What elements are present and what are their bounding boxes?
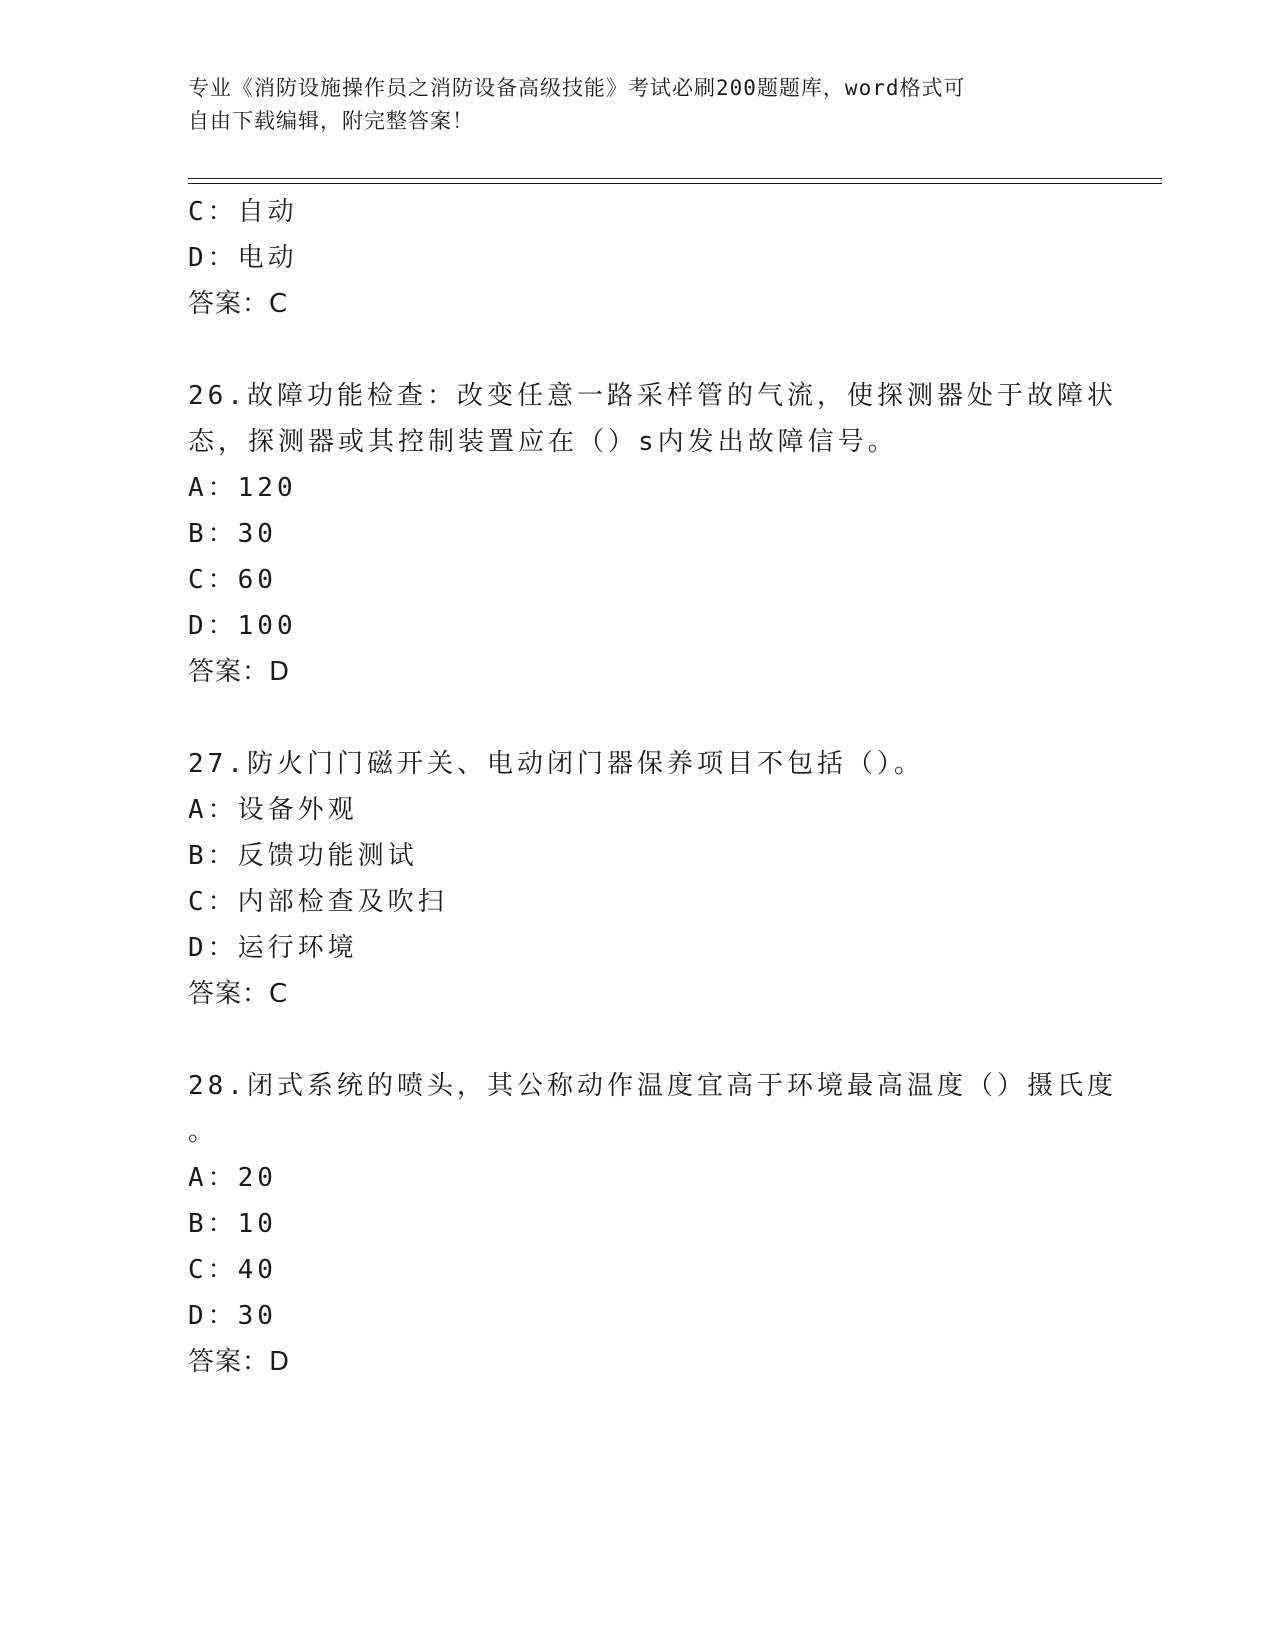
question-list — [188, 189, 1117, 1385]
question-stem: 26.故障功能检查：改变任意一路采样管的气流，使探测器处于故障状 — [188, 381, 1117, 411]
spacer — [188, 327, 1088, 373]
page-header — [188, 72, 1068, 138]
option-c: C：内部检查及吹扫 — [188, 887, 448, 917]
option-a: A：20 — [188, 1163, 277, 1193]
option-d: D：30 — [188, 1301, 277, 1331]
question-26 — [188, 373, 1117, 695]
answer-line: 答案：C — [188, 289, 289, 319]
option-c: C：60 — [188, 565, 277, 595]
header-divider-top — [188, 178, 1162, 179]
answer-line: 答案：D — [188, 1347, 291, 1377]
option-c: C：自动 — [188, 197, 298, 227]
spacer — [188, 1017, 1088, 1063]
question-25-tail — [188, 189, 1088, 327]
question-stem: 27.防火门门磁开关、电动闭门器保养项目不包括（）。 — [188, 749, 924, 779]
question-stem: 。 — [188, 1117, 219, 1147]
option-c: C：40 — [188, 1255, 277, 1285]
option-b: B：10 — [188, 1209, 277, 1239]
option-a: A：120 — [188, 473, 297, 503]
answer-line: 答案：D — [188, 657, 291, 687]
option-d: D：运行环境 — [188, 933, 358, 963]
header-line-1: 专业《消防设施操作员之消防设备高级技能》考试必刷200题题库，word格式可 — [188, 76, 966, 100]
answer-line: 答案：C — [188, 979, 289, 1009]
option-b: B：30 — [188, 519, 277, 549]
header-line-2: 自由下载编辑，附完整答案！ — [188, 109, 474, 133]
question-stem: 28.闭式系统的喷头，其公称动作温度宜高于环境最高温度（）摄氏度 — [188, 1071, 1117, 1101]
header-divider-bottom — [188, 183, 1162, 184]
option-d: D：100 — [188, 611, 297, 641]
spacer — [188, 695, 1088, 741]
option-b: B：反馈功能测试 — [188, 841, 418, 871]
question-28 — [188, 1063, 1117, 1385]
question-27 — [188, 741, 1088, 1017]
option-a: A：设备外观 — [188, 795, 358, 825]
question-stem: 态，探测器或其控制装置应在（）s内发出故障信号。 — [188, 427, 898, 457]
option-d: D：电动 — [188, 243, 298, 273]
